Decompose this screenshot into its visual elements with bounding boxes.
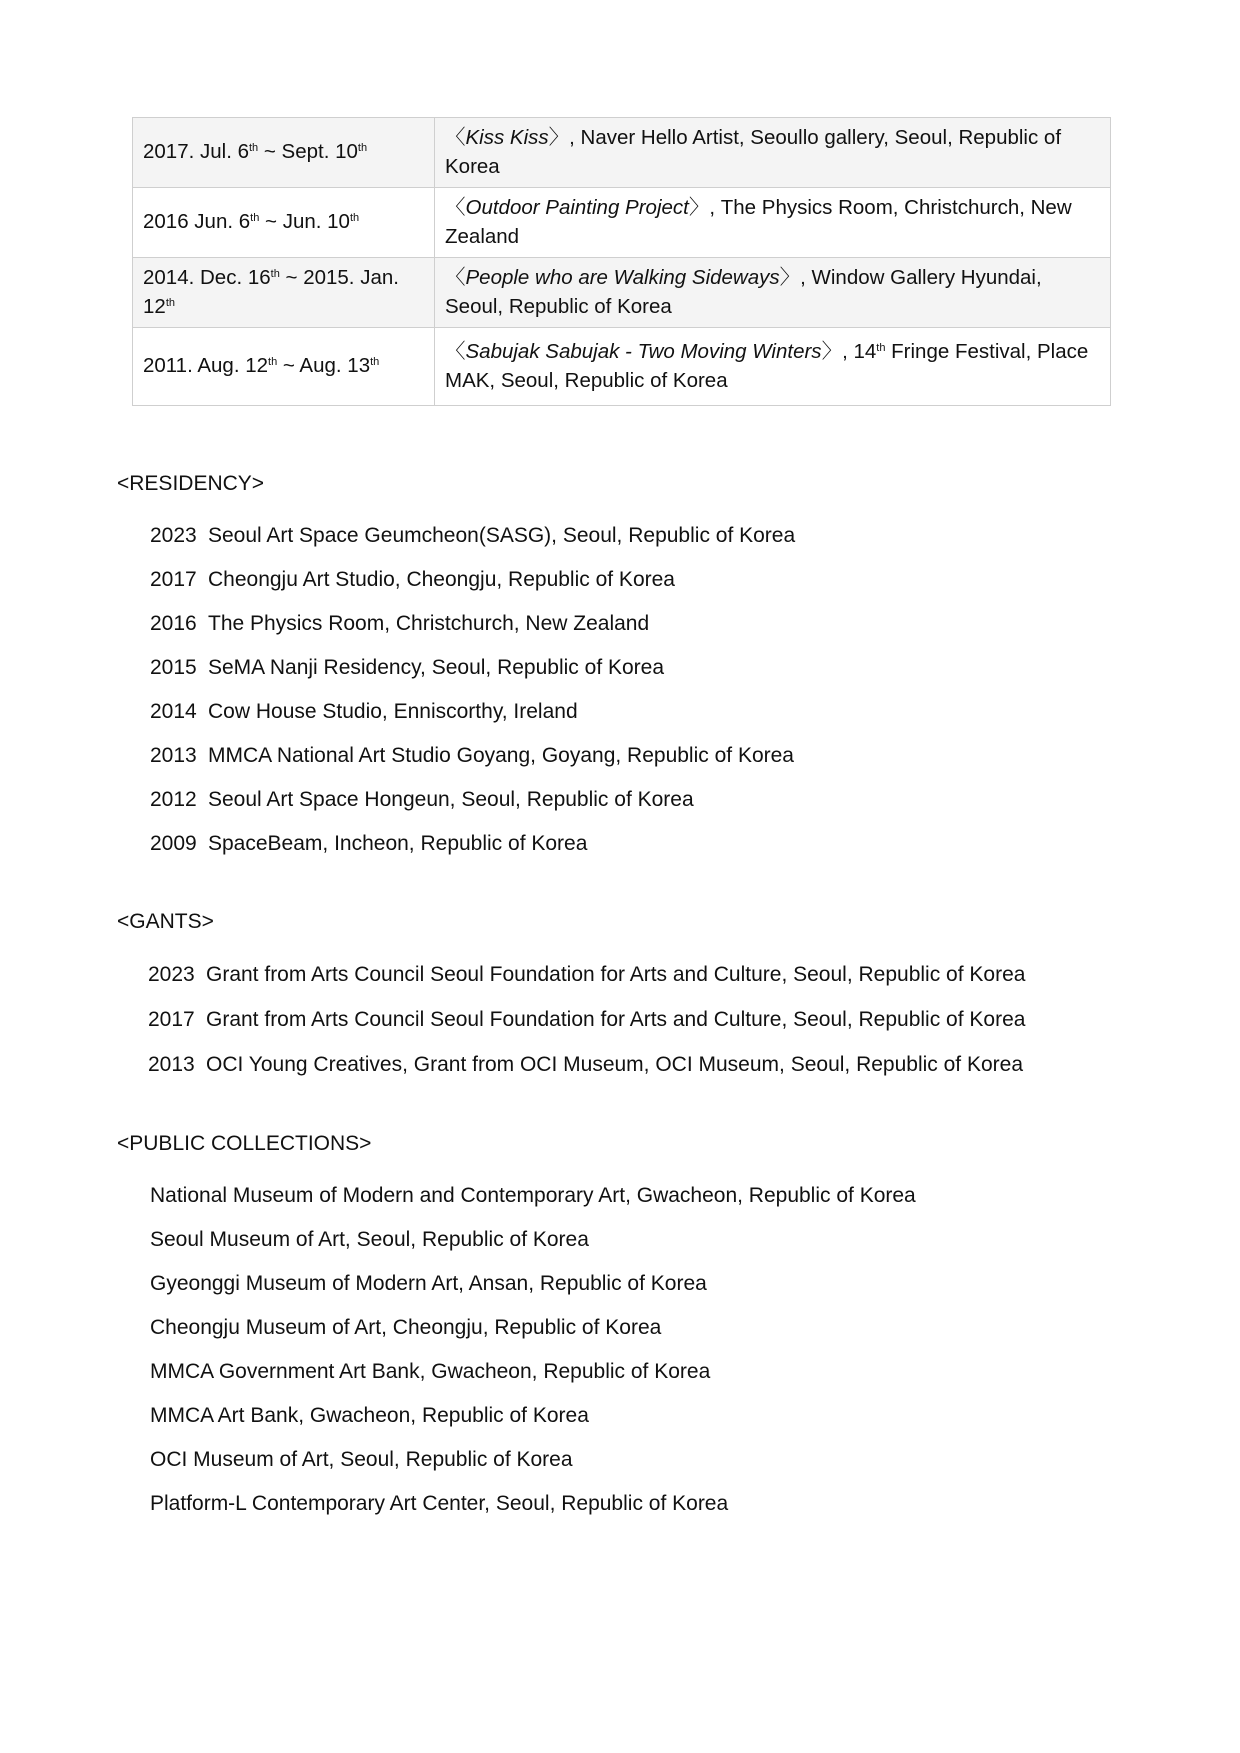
exhibition-description: 〈Outdoor Painting Project〉, The Physics Room, Christchurch, New Zealand <box>435 188 1111 258</box>
exhibition-title: Outdoor Painting Project <box>465 196 689 220</box>
list-item: MMCA Art Bank, Gwacheon, Republic of Korea <box>150 1404 589 1428</box>
list-item <box>117 514 795 558</box>
list-item <box>117 952 1025 997</box>
item-text: OCI Young Creatives, Grant from OCI Museum, OCI Museum, Seoul, Republic of Korea <box>206 1052 1024 1076</box>
list-item <box>117 646 795 690</box>
list-item <box>117 997 1025 1042</box>
list-item: Seoul Museum of Art, Seoul, Republic of Korea <box>150 1228 589 1252</box>
list-item <box>117 1042 1025 1087</box>
item-year: 2013 <box>150 744 197 768</box>
item-year: 2015 <box>150 656 197 680</box>
list-item: Cheongju Museum of Art, Cheongju, Republic of Korea <box>150 1316 662 1340</box>
list-item <box>117 778 795 822</box>
exhibition-table <box>132 117 1111 406</box>
exhibition-description: 〈Kiss Kiss〉, Naver Hello Artist, Seoullo gallery, Seoul, Republic of Korea <box>435 118 1111 188</box>
item-year: 2023 <box>150 524 197 548</box>
collections-list <box>117 1174 916 1526</box>
exhibition-description: 〈People who are Walking Sideways〉, Window Gallery Hyundai, Seoul, Republic of Korea <box>435 258 1111 328</box>
section-title-residency: <RESIDENCY> <box>117 472 265 495</box>
item-year: 2013 <box>148 1052 195 1076</box>
table-row <box>133 258 1111 328</box>
item-year: 2023 <box>148 962 195 986</box>
item-year: 2009 <box>150 832 197 856</box>
list-item: Platform-L Contemporary Art Center, Seoul, Republic of Korea <box>150 1492 729 1516</box>
exhibition-title: Kiss Kiss <box>465 126 549 150</box>
item-text: Seoul Art Space Hongeun, Seoul, Republic of Korea <box>208 788 694 812</box>
item-text: SeMA Nanji Residency, Seoul, Republic of Korea <box>208 656 665 680</box>
public-collections-section <box>117 1130 916 1526</box>
list-item: OCI Museum of Art, Seoul, Republic of Korea <box>150 1448 573 1472</box>
item-text: Seoul Art Space Geumcheon(SASG), Seoul, Republic of Korea <box>208 524 796 548</box>
list-item <box>117 822 795 866</box>
residency-section <box>117 470 795 866</box>
list-item <box>117 602 795 646</box>
item-text: MMCA National Art Studio Goyang, Goyang, Republic of Korea <box>208 744 794 768</box>
item-text: Grant from Arts Council Seoul Foundation for Arts and Culture, Seoul, Republic of Korea <box>206 962 1026 986</box>
exhibition-date: 2011. Aug. 12th ~ Aug. 13th <box>133 328 435 406</box>
section-title-grants: <GANTS> <box>117 910 214 933</box>
item-text: SpaceBeam, Incheon, Republic of Korea <box>208 832 588 856</box>
exhibition-description: 〈Sabujak Sabujak - Two Moving Winters〉, 14th Fringe Festival, Place MAK, Seoul, Republic of Korea <box>435 328 1111 406</box>
exhibition-title: People who are Walking Sideways <box>465 266 780 290</box>
table-row <box>133 328 1111 406</box>
list-item <box>117 690 795 734</box>
item-text: Cow House Studio, Enniscorthy, Ireland <box>208 700 578 724</box>
item-year: 2017 <box>148 1007 195 1031</box>
item-text: The Physics Room, Christchurch, New Zealand <box>208 612 650 636</box>
grants-list <box>117 952 1025 1087</box>
item-year: 2014 <box>150 700 197 724</box>
item-year: 2012 <box>150 788 197 812</box>
table-row <box>133 188 1111 258</box>
list-item <box>117 734 795 778</box>
list-item: National Museum of Modern and Contemporary Art, Gwacheon, Republic of Korea <box>150 1184 916 1208</box>
residency-list <box>117 514 795 866</box>
item-year: 2016 <box>150 612 197 636</box>
grants-section <box>117 908 1025 1087</box>
section-title-collections: <PUBLIC COLLECTIONS> <box>117 1132 372 1155</box>
item-year: 2017 <box>150 568 197 592</box>
exhibition-date: 2016 Jun. 6th ~ Jun. 10th <box>133 188 435 258</box>
item-text: Cheongju Art Studio, Cheongju, Republic of Korea <box>208 568 675 592</box>
table-row <box>133 118 1111 188</box>
exhibition-date: 2014. Dec. 16th ~ 2015. Jan. 12th <box>133 258 435 328</box>
item-text: Grant from Arts Council Seoul Foundation for Arts and Culture, Seoul, Republic of Korea <box>206 1007 1026 1031</box>
list-item <box>117 558 795 602</box>
list-item: MMCA Government Art Bank, Gwacheon, Republic of Korea <box>150 1360 711 1384</box>
list-item: Gyeonggi Museum of Modern Art, Ansan, Republic of Korea <box>150 1272 707 1296</box>
exhibition-title: Sabujak Sabujak - Two Moving Winters <box>465 340 822 364</box>
exhibition-date: 2017. Jul. 6th ~ Sept. 10th <box>133 118 435 188</box>
